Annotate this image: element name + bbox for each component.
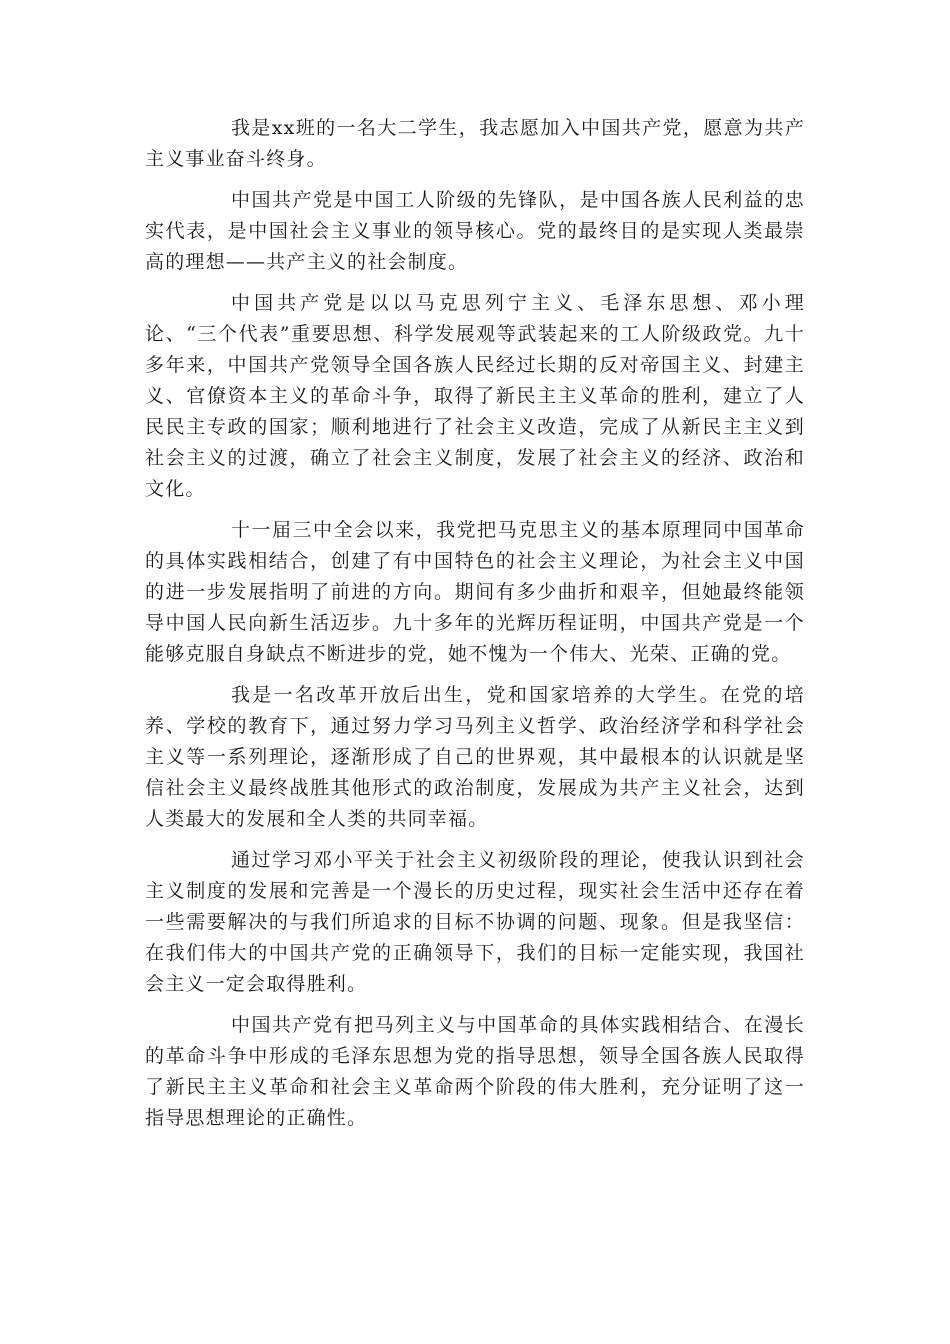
document-page xyxy=(145,113,805,1144)
paragraph-5: 我是一名改革开放后出生，党和国家培养的大学生。在党的培养、学校的教育下，通过努力学习马列主义哲学、政治经济学和科学社会主义等一系列理论，逐渐形成了自己的世界观，其中最根本的认识就是坚信社会主义最终战胜其他形式的政治制度，发展成为共产主义社会，达到人类最大的发展和全人类的共同幸福。 xyxy=(145,684,805,830)
paragraph-3: 中国共产党是以以马克思列宁主义、毛泽东思想、邓小理论、“三个代表”重要思想、科学发展观等武装起来的工人阶级政党。九十多年来，中国共产党领导全国各族人民经过长期的反对帝国主义、封建主义、官僚资本主义的革命斗争，取得了新民主主义革命的胜利，建立了人民民主专政的国家；顺利地进行了社会主义改造，完成了从新民主主义到社会主义的过渡，确立了社会主义制度，发展了社会主义的经济、政治和文化。 xyxy=(145,292,805,500)
paragraph-6: 通过学习邓小平关于社会主义初级阶段的理论，使我认识到社会主义制度的发展和完善是一个漫长的历史过程，现实社会生活中还存在着一些需要解决的与我们所追求的目标不协调的问题、现象。但是我坚信：在我们伟大的中国共产党的正确领导下，我们的目标一定能实现，我国社会主义一定会取得胜利。 xyxy=(145,849,805,995)
paragraph-4: 十一届三中全会以来，我党把马克思主义的基本原理同中国革命的具体实践相结合，创建了有中国特色的社会主义理论，为社会主义中国的进一步发展指明了前进的方向。期间有多少曲折和艰辛，但她最终能领导中国人民向新生活迈步。九十多年的光辉历程证明，中国共产党是一个能够克服自身缺点不断进步的党，她不愧为一个伟大、光荣、正确的党。 xyxy=(145,519,805,665)
paragraph-7: 中国共产党有把马列主义与中国革命的具体实践相结合、在漫长的革命斗争中形成的毛泽东思想为党的指导思想，领导全国各族人民取得了新民主主义革命和社会主义革命两个阶段的伟大胜利，充分证明了这一指导思想理论的正确性。 xyxy=(145,1014,805,1129)
paragraph-1: 我是xx班的一名大二学生，我志愿加入中国共产党，愿意为共产主义事业奋斗终身。 xyxy=(145,117,805,170)
paragraph-2: 中国共产党是中国工人阶级的先锋队，是中国各族人民利益的忠实代表，是中国社会主义事业的领导核心。党的最终目的是实现人类最崇高的理想——共产主义的社会制度。 xyxy=(145,189,805,273)
